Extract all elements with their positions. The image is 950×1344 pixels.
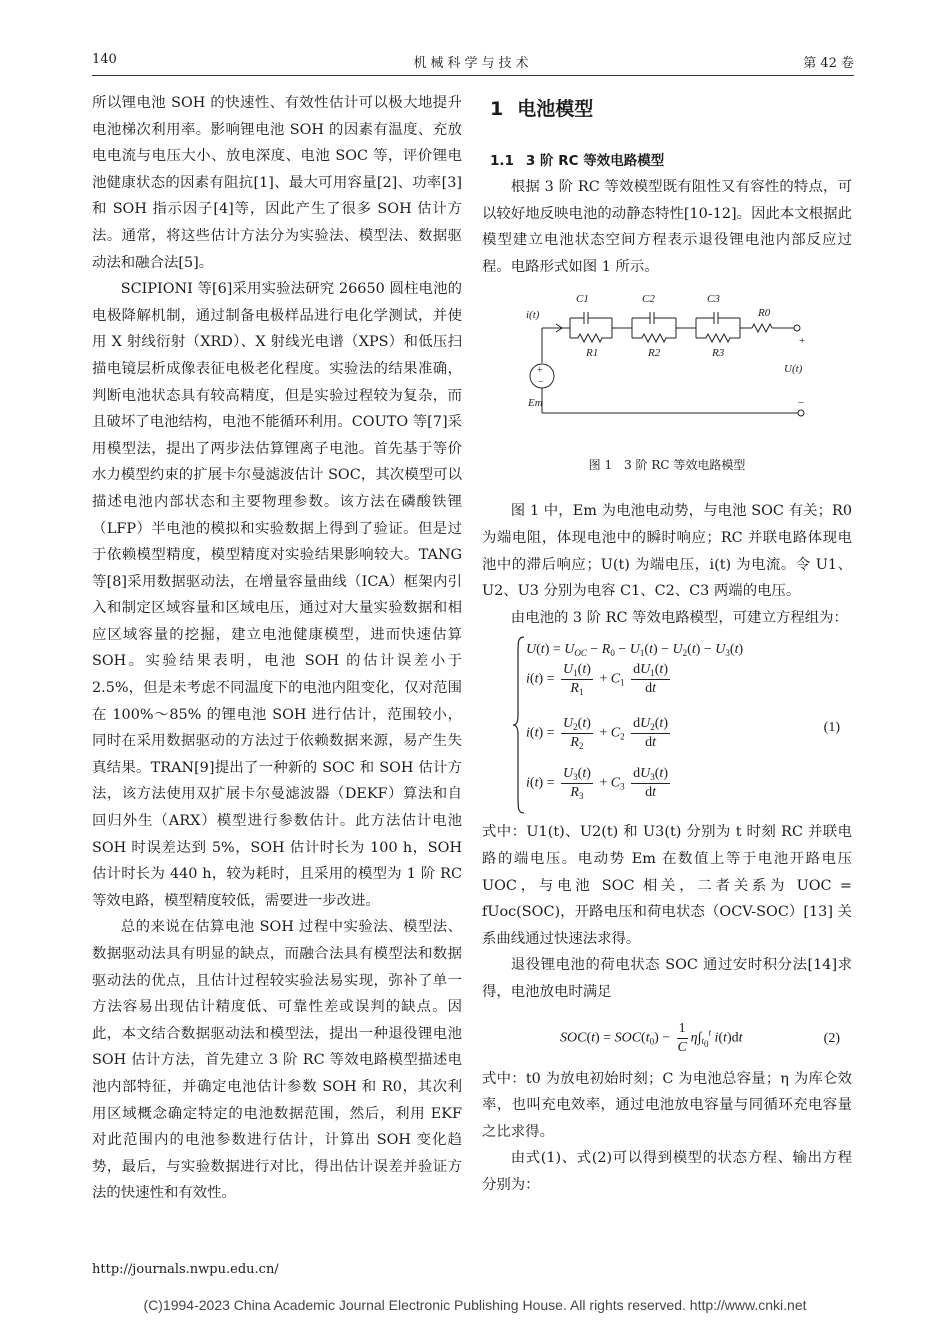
terminal-plus-icon (794, 325, 800, 331)
left-column (92, 90, 462, 1207)
resistor-r1 (570, 334, 612, 342)
equation-1-number: (1) (823, 720, 840, 736)
label-r3: R3 (712, 347, 725, 360)
subsection-title: 3 阶 RC 等效电路模型 (525, 153, 665, 169)
equation-1-line-2: i(t) = $\frac{U_1(t)}{R_1}$ + $C_1$ $\frac{dU_1(t)}{dt}$ (526, 662, 668, 698)
brace-icon (512, 635, 526, 815)
label-current: i(t) (526, 309, 540, 322)
equation-1-line-1: $U(t) = U_{OC} - R_0 - U_1(t) - U_2(t) - U_3(t)$ (526, 642, 744, 659)
resistor-r3 (696, 334, 740, 342)
header-rule (92, 75, 854, 76)
right-paragraph-6: 式中：t0 为放电初始时刻；C 为电池总容量；η 为库仑效率，也叫充电效率，通过电池放电容量与同循环充电容量之比求得。 (482, 1070, 852, 1140)
source-plus-mark: + (537, 365, 543, 377)
equation-2-body: $SOC(t) = SOC(t_0)$ − $\frac{1}{C}$ $\eta\int_{t_0}^t$ i(t)dt (560, 1020, 743, 1055)
section-title: 电池模型 (517, 98, 594, 120)
equation-1-line-3: i(t) = $\frac{U_2(t)}{R_2}$ + $C_2$ $\frac{dU_2(t)}{dt}$ (526, 716, 668, 752)
page-number: 140 (92, 52, 117, 67)
equation-2 (482, 1006, 852, 1066)
circuit-diagram (522, 288, 822, 438)
left-paragraph-1: 所以锂电池 SOH 的快速性、有效性估计可以极大地提升电池梯次利用率。影响锂电池 SOH 的因素有温度、充放电电流与电压大小、放电深度、电池 SOC 等，评价锂电池健康状态的因素有阻抗[1]、最大可用容量[2]、功率[3]和 SOH 指示因子[4]等，因此产生了很多 SOH 估计方法。通常，将这些估计方法分为实验法、模型法、数据驱动法和融合法[5]。 (92, 95, 462, 271)
right-paragraph-4: 式中：U1(t)、U2(t) 和 U3(t) 分别为 t 时刻 RC 并联电路的端电压。电动势 Em 在数值上等于电池开路电压 UOC，与电池 SOC 相关，二者关系为 UOC = fUoc(SOC)，开路电压和荷电状态（OCV-SOC）[13] 关系曲线通过快速法求得。 (482, 824, 852, 947)
label-r2: R2 (648, 347, 661, 360)
label-r0: R0 (758, 307, 771, 320)
left-paragraph-3: 总的来说在估算电池 SOH 过程中实验法、模型法、数据驱动法具有明显的缺点，而融合法具有模型法和数据驱动法的优点，且估计过程较实验法易实现，弥补了单一方法容易出现估计精度低、可靠性差或误判的缺点。因此，本文结合数据驱动法和模型法，提出一种退役锂电池 SOH 估计方法，首先建立 3 阶 RC 等效电路模型描述电池内部特征，并确定电池估计参数 SOH 和 R0，其次利用区域概念确定特定的电池数据范围，然后，利用 EKF 对此范围内的电池参数进行估计，计算出 SOH 变化趋势，最后，与实验数据进行对比，得出估计误差并验证方法的快速性和有效性。 (92, 919, 462, 1202)
section-heading (490, 96, 852, 122)
label-em: Em (528, 397, 543, 410)
left-paragraph-2: SCIPIONI 等[6]采用实验法研究 26650 圆柱电池的电极降解机制，通过制备电极样品进行电化学测试，并使用 X 射线衍射（XRD）、X 射线光电谱（XPS）和低压扫描电镜层析成像表征电极老化程度。实验法的结果准确，判断电池状态具有较高精度，但是实验过程较为复杂，而且破坏了电池结构，电池不能循环利用。COUTO 等[7]采用模型法，提出了两步法估算锂离子电池。首先基于等价水力模型约束的扩展卡尔曼滤波估计 SOC，其次模型可以描述电池内部状态和主要物理参数。该方法在磷酸铁锂（LFP）半电池的模拟和实验数据上得到了验证。但是过于依赖模型精度，模型精度对实验结果影响较大。TANG 等[8]采用数据驱动法，在增量容量曲线（ICA）框架内引入和制定区域容量和区域电压，通过对大量实验数据和相应区域容量的挖掘，建立电池健康模型，进而快速估算 SOH。实验结果表明，电池 SOH 的估计误差小于 2.5%，但是未考虑不同温度下的电池内阻变化，仅对范围在 100%～85% 的锂电池 SOH 进行估计，范围较小，同时在采用数据驱动的方法过于依赖数据来源，易产生失真结果。TRAN[9]提出了一种新的 SOC 和 SOH 估计方法，该方法使用双扩展卡尔曼滤波器（DEKF）算法和自回归外生（ARX）模型进行参数估计。此方法估计电池 SOH 时误差达到 5%，SOH 估计时长为 100 h，SOH 估计时长为 440 h，较为耗时，且采用的模型为 1 阶 RC 等效电路，模型精度较低，需要进一步改进。 (92, 281, 462, 909)
volume-label: 第 42 卷 (803, 56, 854, 71)
subsection-heading (490, 148, 852, 174)
right-paragraph-7: 由式(1)、式(2)可以得到模型的状态方程、输出方程分别为： (482, 1150, 852, 1193)
label-r1: R1 (586, 347, 599, 360)
subsection-number: 1.1 (490, 153, 514, 169)
journal-title: 机械科学与技术 (413, 56, 533, 71)
equation-1-line-4: i(t) = $\frac{U_3(t)}{R_3}$ + $C_3$ $\frac{dU_3(t)}{dt}$ (526, 766, 668, 802)
resistor-r2 (632, 334, 676, 342)
terminal-minus-icon (798, 410, 804, 416)
figure-caption: 图 1 3 阶 RC 等效电路模型 (588, 458, 746, 473)
right-column (482, 90, 852, 1198)
equation-1 (482, 635, 852, 817)
right-paragraph-2: 图 1 中，Em 为电池电动势，与电池 SOC 有关；R0 为端电阻，体现电池中的瞬时响应；RC 并联电路体现电池中的滞后响应；U(t) 为端电压，i(t) 为电流。令 U1、U2、U3 分别为电容 C1、C2、C3 两端的电压。 (482, 503, 852, 600)
right-paragraph-5: 退役锂电池的荷电状态 SOC 通过安时积分法[14]求得，电池放电时满足 (482, 957, 852, 1000)
copyright-notice: (C)1994-2023 China Academic Journal Electronic Publishing House. All rights reserved. http://www.cnki.net (143, 1297, 807, 1313)
label-plus: + (799, 335, 806, 348)
right-paragraph-1: 根据 3 阶 RC 等效模型既有阻性又有容性的特点，可以较好地反映电池的动静态特性[10-12]。因此本文根据此模型建立电池状态空间方程表示退役锂电池内部反应过程。电路形式如图 1 所示。 (482, 179, 852, 275)
label-c3: C3 (707, 293, 720, 306)
resistor-r0 (752, 324, 772, 332)
label-c2: C2 (642, 293, 655, 306)
source-minus-mark: − (538, 377, 544, 389)
right-paragraph-3: 由电池的 3 阶 RC 等效电路模型，可建立方程组为： (510, 609, 848, 626)
label-minus: − (798, 397, 805, 410)
section-number: 1 (490, 98, 504, 120)
label-c1: C1 (576, 293, 589, 306)
circuit-figure (482, 288, 852, 498)
equation-2-number: (2) (823, 1030, 840, 1046)
label-voltage: U(t) (784, 363, 803, 376)
journal-url-link[interactable]: http://journals.nwpu.edu.cn/ (92, 1262, 279, 1277)
page-header (92, 52, 854, 76)
